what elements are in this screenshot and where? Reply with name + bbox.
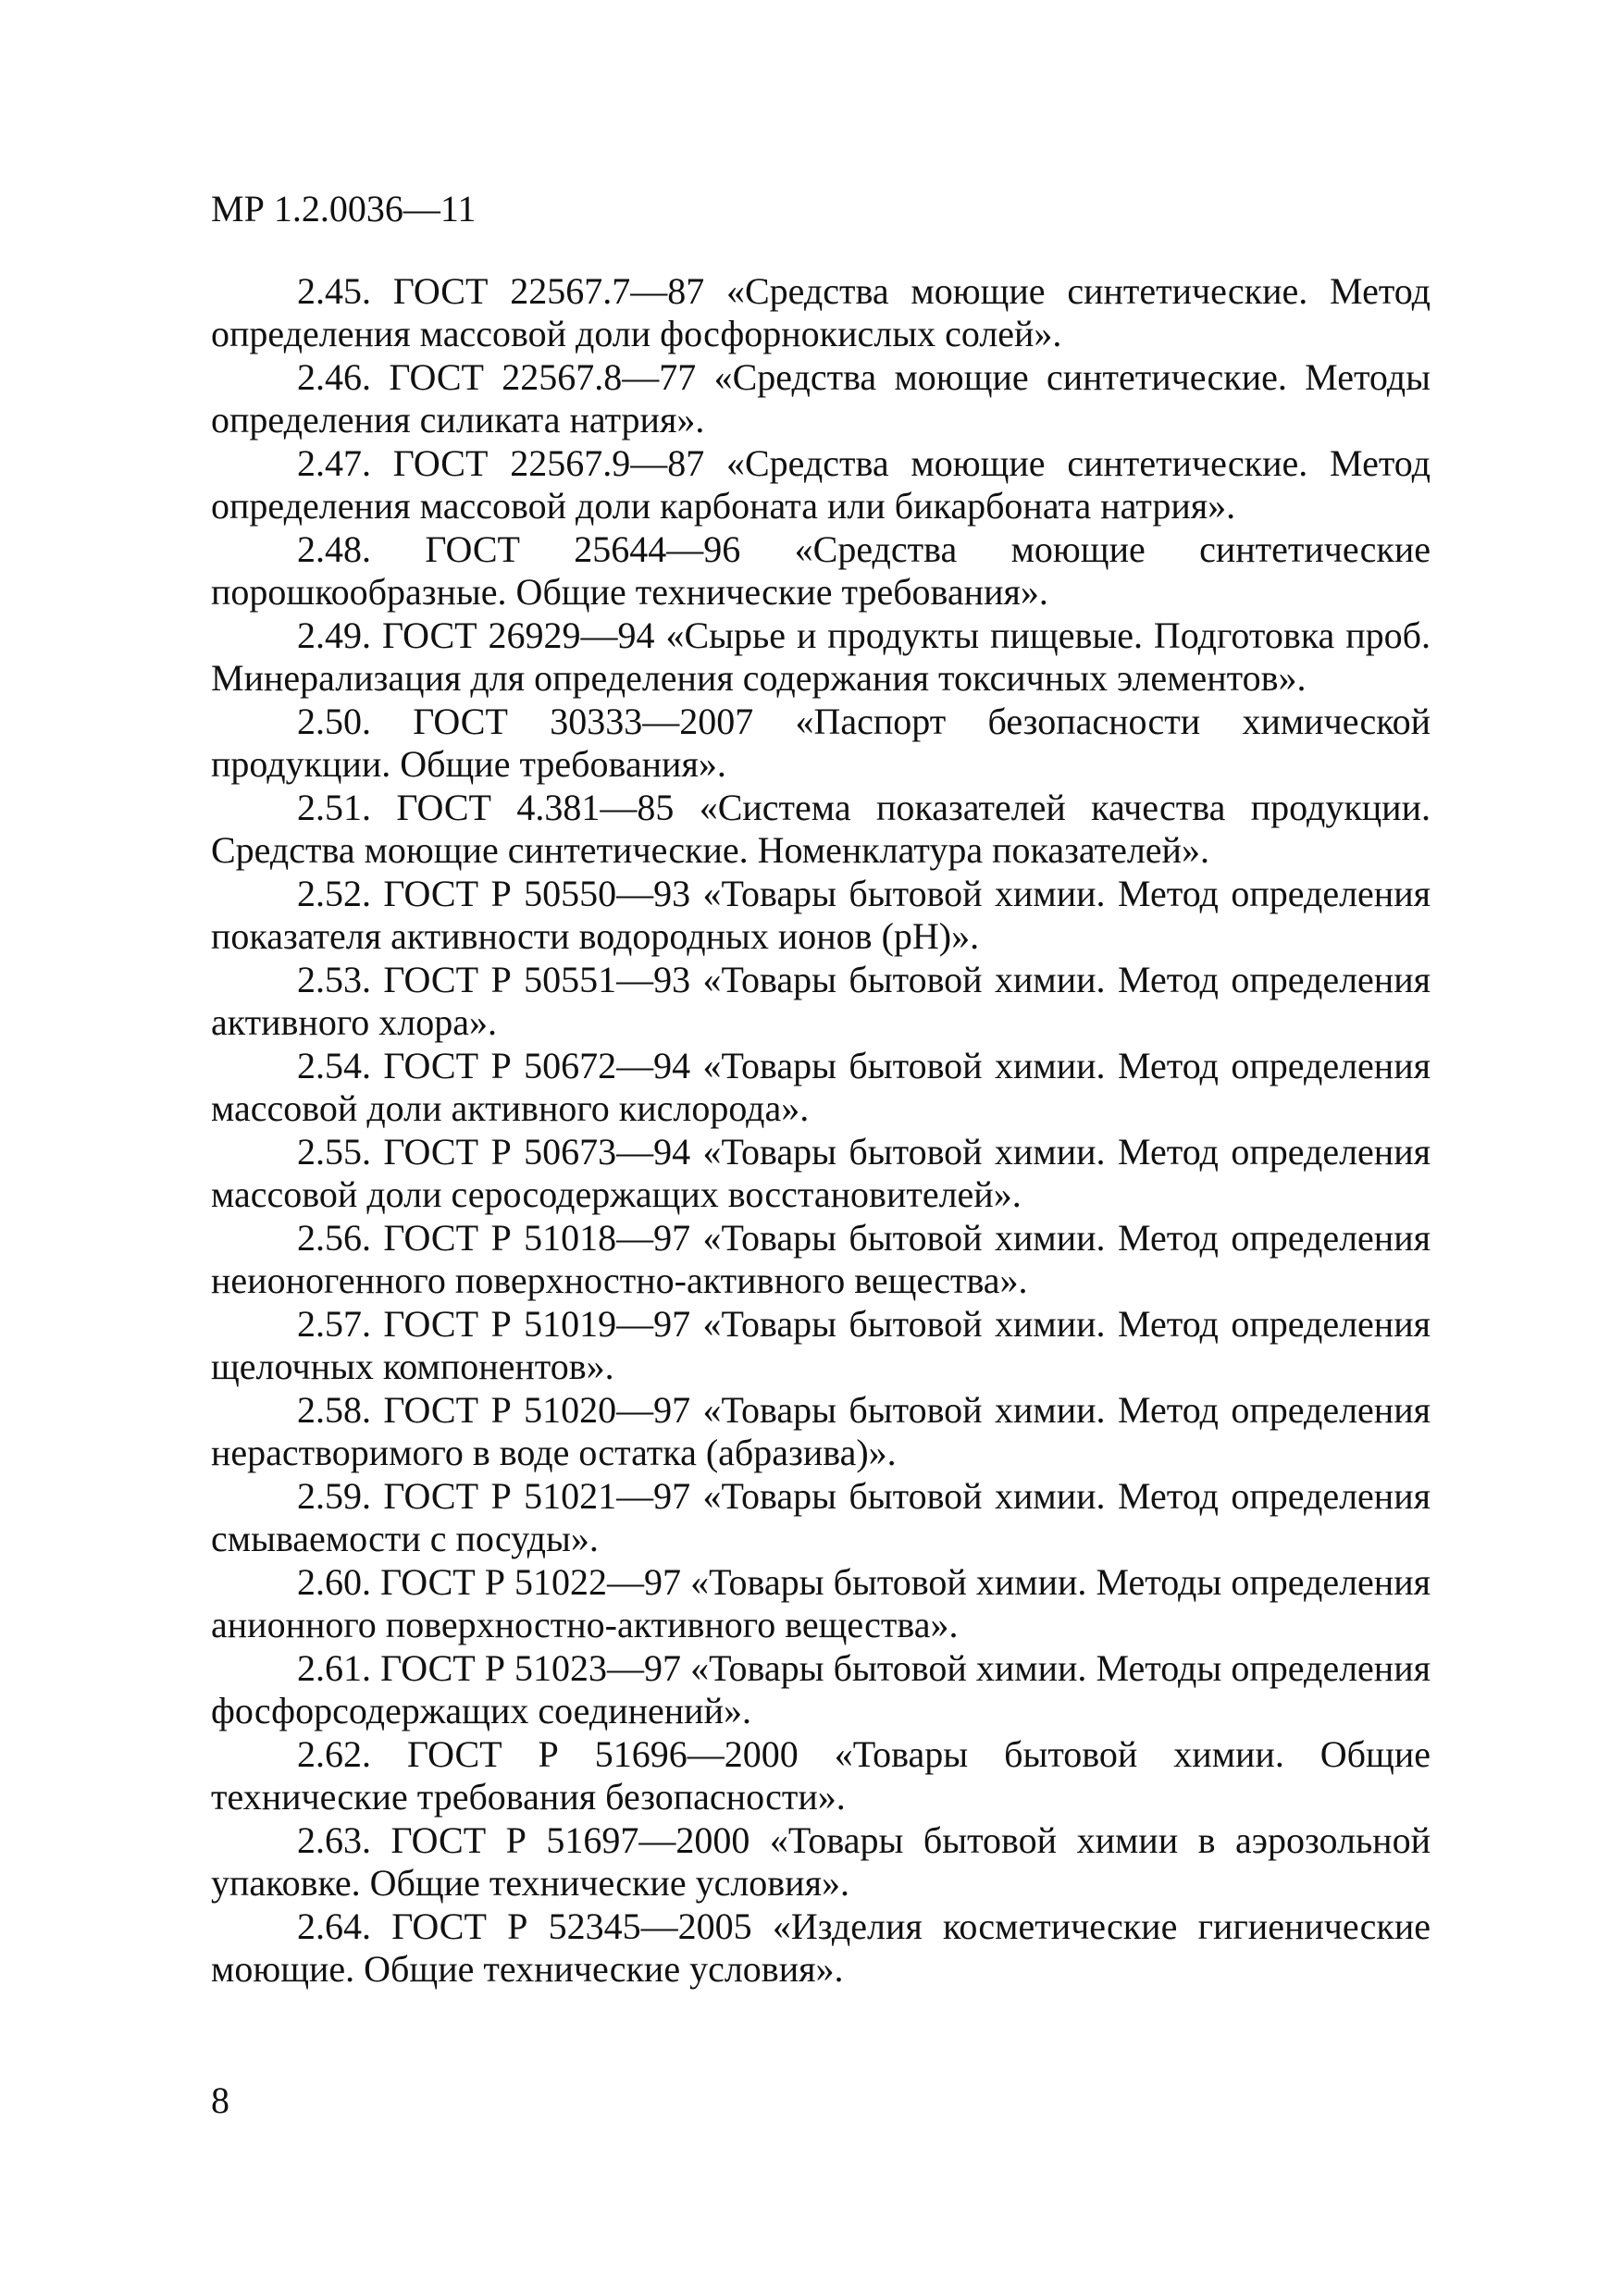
reference-text: ГОСТ 4.381—85 «Система показателей качества продукции. Средства моющие синтетические. Номенклатура показателей».	[211, 787, 1431, 871]
reference-number: 2.59.	[297, 1475, 371, 1517]
reference-text: ГОСТ Р 50673—94 «Товары бытовой химии. Метод определения массовой доли серосодержащих восстановителей».	[211, 1131, 1431, 1215]
reference-text: ГОСТ Р 51019—97 «Товары бытовой химии. Метод определения щелочных компонентов».	[211, 1303, 1431, 1387]
reference-text: ГОСТ 26929—94 «Сырье и продукты пищевые. Подготовка проб. Минерализация для определения содержания токсичных элементов».	[211, 614, 1431, 699]
reference-item	[211, 1389, 1431, 1474]
reference-number: 2.54.	[297, 1045, 371, 1086]
reference-number: 2.63.	[297, 1819, 371, 1861]
reference-item	[211, 1045, 1431, 1130]
reference-text: ГОСТ 22567.7—87 «Средства моющие синтетические. Метод определения массовой доли фосфорнокислых солей».	[211, 270, 1431, 354]
reference-text: ГОСТ Р 51021—97 «Товары бытовой химии. Метод определения смываемости с посуды».	[211, 1475, 1431, 1559]
reference-number: 2.50.	[297, 701, 371, 742]
reference-number: 2.48.	[297, 528, 371, 570]
reference-number: 2.64.	[297, 1905, 371, 1947]
reference-item	[211, 873, 1431, 958]
reference-text: ГОСТ Р 50551—93 «Товары бытовой химии. Метод определения активного хлора».	[211, 959, 1431, 1043]
reference-number: 2.57.	[297, 1303, 371, 1345]
reference-number: 2.45.	[297, 270, 371, 312]
reference-text: ГОСТ Р 51018—97 «Товары бытовой химии. Метод определения неионогенного поверхностно-активного вещества».	[211, 1217, 1431, 1301]
reference-item	[211, 614, 1431, 700]
reference-item	[211, 1561, 1431, 1646]
reference-text: ГОСТ Р 50672—94 «Товары бытовой химии. Метод определения массовой доли активного кислорода».	[211, 1045, 1431, 1129]
reference-number: 2.47.	[297, 442, 371, 484]
reference-number: 2.51.	[297, 787, 371, 828]
reference-text: ГОСТ 30333—2007 «Паспорт безопасности химической продукции. Общие требования».	[211, 701, 1431, 785]
reference-text: ГОСТ 25644—96 «Средства моющие синтетические порошкообразные. Общие технические требования».	[211, 528, 1431, 613]
reference-item	[211, 1131, 1431, 1216]
reference-text: ГОСТ Р 51023—97 «Товары бытовой химии. Методы определения фосфорсодержащих соединений».	[211, 1647, 1431, 1731]
reference-number: 2.52.	[297, 873, 371, 914]
reference-item	[211, 442, 1431, 527]
reference-number: 2.56.	[297, 1217, 371, 1259]
reference-text: ГОСТ 22567.8—77 «Средства моющие синтетические. Методы определения силиката натрия».	[211, 356, 1431, 441]
reference-text: ГОСТ Р 51697—2000 «Товары бытовой химии в аэрозольной упаковке. Общие технические условия».	[211, 1819, 1431, 1904]
reference-number: 2.60.	[297, 1561, 371, 1603]
reference-text: ГОСТ Р 50550—93 «Товары бытовой химии. Метод определения показателя активности водородных ионов (pH)».	[211, 873, 1431, 957]
page-number: 8	[211, 2079, 229, 2121]
document-code-header: МР 1.2.0036—11	[211, 188, 477, 230]
reference-text: ГОСТ 22567.9—87 «Средства моющие синтетические. Метод определения массовой доли карбоната или бикарбоната натрия».	[211, 442, 1431, 527]
reference-number: 2.53.	[297, 959, 371, 1000]
reference-item	[211, 1819, 1431, 1905]
reference-number: 2.49.	[297, 614, 371, 656]
reference-item	[211, 270, 1431, 355]
reference-list	[211, 270, 1431, 1992]
reference-text: ГОСТ Р 52345—2005 «Изделия косметические гигиенические моющие. Общие технические условия».	[211, 1905, 1431, 1990]
reference-item	[211, 959, 1431, 1044]
reference-text: ГОСТ Р 51022—97 «Товары бытовой химии. Методы определения анионного поверхностно-активного вещества».	[211, 1561, 1431, 1645]
reference-item	[211, 1303, 1431, 1388]
reference-item	[211, 1475, 1431, 1560]
reference-item	[211, 1905, 1431, 1991]
reference-text: ГОСТ Р 51696—2000 «Товары бытовой химии. Общие технические требования безопасности».	[211, 1733, 1431, 1818]
reference-item	[211, 787, 1431, 872]
reference-item	[211, 1217, 1431, 1302]
reference-item	[211, 701, 1431, 786]
reference-item	[211, 356, 1431, 441]
reference-number: 2.61.	[297, 1647, 371, 1689]
reference-item	[211, 1733, 1431, 1818]
reference-item	[211, 528, 1431, 614]
reference-item	[211, 1647, 1431, 1732]
reference-number: 2.62.	[297, 1733, 371, 1775]
reference-number: 2.46.	[297, 356, 371, 398]
reference-number: 2.55.	[297, 1131, 371, 1173]
reference-number: 2.58.	[297, 1389, 371, 1431]
reference-text: ГОСТ Р 51020—97 «Товары бытовой химии. Метод определения нерастворимого в воде остатка (абразива)».	[211, 1389, 1431, 1473]
